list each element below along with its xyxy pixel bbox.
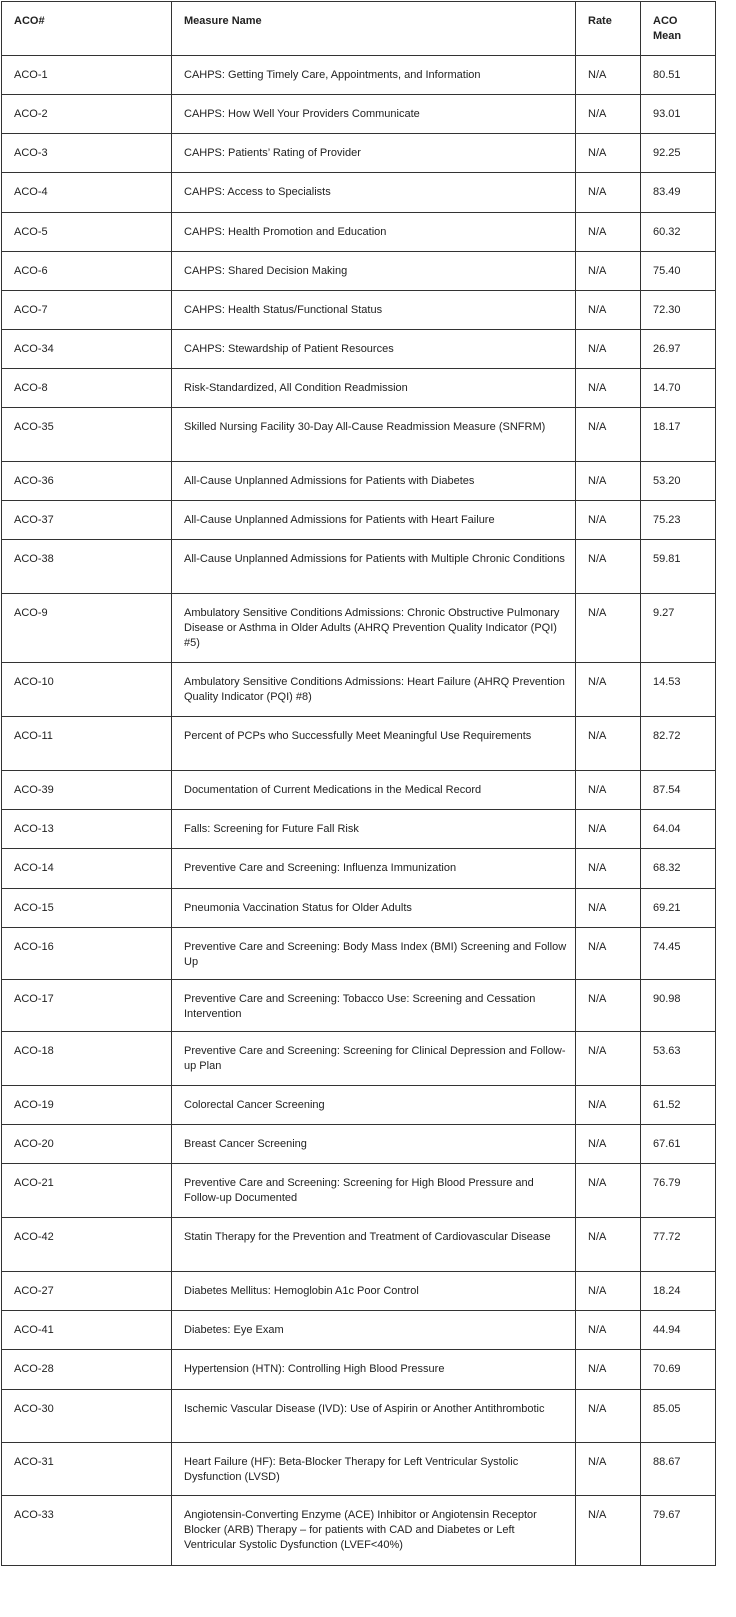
rate-cell: N/A xyxy=(576,889,641,928)
measure-name-cell: Falls: Screening for Future Fall Risk xyxy=(172,810,576,849)
table-row xyxy=(2,1086,716,1125)
aco-mean-cell: 60.32 xyxy=(641,213,716,252)
rate-cell: N/A xyxy=(576,1443,641,1496)
table-row xyxy=(2,1390,716,1443)
measure-name-cell: Skilled Nursing Facility 30-Day All-Cause Readmission Measure (SNFRM) xyxy=(172,408,576,462)
measure-name-cell: All-Cause Unplanned Admissions for Patients with Diabetes xyxy=(172,462,576,501)
table-row xyxy=(2,95,716,134)
rate-cell: N/A xyxy=(576,1164,641,1218)
rate-cell: N/A xyxy=(576,980,641,1032)
aco-number-cell: ACO-11 xyxy=(2,717,172,771)
table-row xyxy=(2,1125,716,1164)
aco-number-cell: ACO-9 xyxy=(2,594,172,663)
rate-cell: N/A xyxy=(576,717,641,771)
rate-cell: N/A xyxy=(576,1350,641,1390)
table-row xyxy=(2,889,716,928)
aco-number-cell: ACO-20 xyxy=(2,1125,172,1164)
rate-cell: N/A xyxy=(576,1032,641,1086)
rate-cell: N/A xyxy=(576,810,641,849)
table-row xyxy=(2,252,716,291)
rate-cell: N/A xyxy=(576,213,641,252)
rate-cell: N/A xyxy=(576,501,641,540)
measure-name-cell: Ambulatory Sensitive Conditions Admissions: Chronic Obstructive Pulmonary Disease or Asthma in Older Adults (AHRQ Prevention Quality Indicator (PQI) #5) xyxy=(172,594,576,663)
table-row xyxy=(2,1272,716,1311)
aco-mean-cell: 79.67 xyxy=(641,1496,716,1566)
table-row xyxy=(2,501,716,540)
rate-cell: N/A xyxy=(576,56,641,95)
aco-number-cell: ACO-18 xyxy=(2,1032,172,1086)
aco-mean-cell: 75.40 xyxy=(641,252,716,291)
rate-cell: N/A xyxy=(576,252,641,291)
measure-name-cell: Angiotensin-Converting Enzyme (ACE) Inhibitor or Angiotensin Receptor Blocker (ARB) Therapy – for patients with CAD and Diabetes or Left Ventricular Systolic Dysfunction (LVEF<40%) xyxy=(172,1496,576,1566)
aco-mean-cell: 83.49 xyxy=(641,173,716,213)
aco-mean-cell: 77.72 xyxy=(641,1218,716,1272)
measure-name-cell: Diabetes: Eye Exam xyxy=(172,1311,576,1350)
aco-number-cell: ACO-14 xyxy=(2,849,172,889)
measure-name-cell: Preventive Care and Screening: Influenza Immunization xyxy=(172,849,576,889)
table-row xyxy=(2,1311,716,1350)
rate-cell: N/A xyxy=(576,369,641,408)
aco-mean-cell: 82.72 xyxy=(641,717,716,771)
measure-name-cell: Risk-Standardized, All Condition Readmission xyxy=(172,369,576,408)
header-rate: Rate xyxy=(576,2,641,56)
rate-cell: N/A xyxy=(576,134,641,173)
table-row xyxy=(2,594,716,663)
rate-cell: N/A xyxy=(576,1496,641,1566)
aco-mean-cell: 68.32 xyxy=(641,849,716,889)
aco-mean-cell: 70.69 xyxy=(641,1350,716,1390)
measure-name-cell: Ambulatory Sensitive Conditions Admissions: Heart Failure (AHRQ Prevention Quality Indicator (PQI) #8) xyxy=(172,663,576,717)
table-row xyxy=(2,717,716,771)
table-row xyxy=(2,213,716,252)
rate-cell: N/A xyxy=(576,594,641,663)
aco-mean-cell: 18.24 xyxy=(641,1272,716,1311)
measure-name-cell: Colorectal Cancer Screening xyxy=(172,1086,576,1125)
aco-number-cell: ACO-16 xyxy=(2,928,172,980)
measure-name-cell: Statin Therapy for the Prevention and Treatment of Cardiovascular Disease xyxy=(172,1218,576,1272)
measure-name-cell: Preventive Care and Screening: Body Mass Index (BMI) Screening and Follow Up xyxy=(172,928,576,980)
measure-name-cell: Documentation of Current Medications in the Medical Record xyxy=(172,771,576,810)
table-row xyxy=(2,980,716,1032)
measure-name-cell: Preventive Care and Screening: Screening for High Blood Pressure and Follow-up Documented xyxy=(172,1164,576,1218)
measure-name-cell: CAHPS: Health Promotion and Education xyxy=(172,213,576,252)
aco-mean-cell: 74.45 xyxy=(641,928,716,980)
aco-mean-cell: 93.01 xyxy=(641,95,716,134)
aco-number-cell: ACO-27 xyxy=(2,1272,172,1311)
aco-mean-cell: 18.17 xyxy=(641,408,716,462)
rate-cell: N/A xyxy=(576,928,641,980)
measure-name-cell: Hypertension (HTN): Controlling High Blood Pressure xyxy=(172,1350,576,1390)
rate-cell: N/A xyxy=(576,1272,641,1311)
rate-cell: N/A xyxy=(576,1086,641,1125)
rate-cell: N/A xyxy=(576,95,641,134)
measure-name-cell: All-Cause Unplanned Admissions for Patients with Multiple Chronic Conditions xyxy=(172,540,576,594)
measure-name-cell: CAHPS: Health Status/Functional Status xyxy=(172,291,576,330)
aco-mean-cell: 53.20 xyxy=(641,462,716,501)
aco-number-cell: ACO-17 xyxy=(2,980,172,1032)
measure-name-cell: Preventive Care and Screening: Screening for Clinical Depression and Follow-up Plan xyxy=(172,1032,576,1086)
measure-name-cell: Preventive Care and Screening: Tobacco Use: Screening and Cessation Intervention xyxy=(172,980,576,1032)
table-row xyxy=(2,1496,716,1566)
aco-mean-cell: 14.53 xyxy=(641,663,716,717)
aco-mean-cell: 69.21 xyxy=(641,889,716,928)
aco-mean-cell: 59.81 xyxy=(641,540,716,594)
aco-mean-cell: 61.52 xyxy=(641,1086,716,1125)
measure-name-cell: CAHPS: Access to Specialists xyxy=(172,173,576,213)
table-header-row xyxy=(2,2,716,56)
aco-mean-cell: 92.25 xyxy=(641,134,716,173)
rate-cell: N/A xyxy=(576,771,641,810)
rate-cell: N/A xyxy=(576,291,641,330)
aco-mean-cell: 80.51 xyxy=(641,56,716,95)
aco-number-cell: ACO-5 xyxy=(2,213,172,252)
aco-mean-cell: 26.97 xyxy=(641,330,716,369)
measure-name-cell: CAHPS: How Well Your Providers Communicate xyxy=(172,95,576,134)
table-row xyxy=(2,1443,716,1496)
aco-mean-cell: 67.61 xyxy=(641,1125,716,1164)
aco-mean-cell: 14.70 xyxy=(641,369,716,408)
measure-name-cell: CAHPS: Patients’ Rating of Provider xyxy=(172,134,576,173)
measure-name-cell: Pneumonia Vaccination Status for Older Adults xyxy=(172,889,576,928)
aco-number-cell: ACO-1 xyxy=(2,56,172,95)
aco-number-cell: ACO-41 xyxy=(2,1311,172,1350)
aco-mean-cell: 88.67 xyxy=(641,1443,716,1496)
aco-mean-cell: 76.79 xyxy=(641,1164,716,1218)
aco-number-cell: ACO-34 xyxy=(2,330,172,369)
table-row xyxy=(2,56,716,95)
aco-measures-table xyxy=(1,1,716,1566)
table-row xyxy=(2,1164,716,1218)
table-row xyxy=(2,663,716,717)
measure-name-cell: CAHPS: Getting Timely Care, Appointments, and Information xyxy=(172,56,576,95)
aco-number-cell: ACO-28 xyxy=(2,1350,172,1390)
aco-mean-cell: 72.30 xyxy=(641,291,716,330)
measure-name-cell: All-Cause Unplanned Admissions for Patients with Heart Failure xyxy=(172,501,576,540)
aco-mean-cell: 9.27 xyxy=(641,594,716,663)
aco-number-cell: ACO-38 xyxy=(2,540,172,594)
table-row xyxy=(2,291,716,330)
aco-number-cell: ACO-6 xyxy=(2,252,172,291)
measure-name-cell: Diabetes Mellitus: Hemoglobin A1c Poor Control xyxy=(172,1272,576,1311)
measure-name-cell: Breast Cancer Screening xyxy=(172,1125,576,1164)
aco-mean-cell: 85.05 xyxy=(641,1390,716,1443)
table-row xyxy=(2,330,716,369)
aco-number-cell: ACO-37 xyxy=(2,501,172,540)
aco-mean-cell: 44.94 xyxy=(641,1311,716,1350)
measure-name-cell: Percent of PCPs who Successfully Meet Meaningful Use Requirements xyxy=(172,717,576,771)
rate-cell: N/A xyxy=(576,663,641,717)
aco-number-cell: ACO-19 xyxy=(2,1086,172,1125)
measure-name-cell: Ischemic Vascular Disease (IVD): Use of Aspirin or Another Antithrombotic xyxy=(172,1390,576,1443)
aco-number-cell: ACO-30 xyxy=(2,1390,172,1443)
table-row xyxy=(2,810,716,849)
table-row xyxy=(2,928,716,980)
aco-mean-cell: 53.63 xyxy=(641,1032,716,1086)
measure-name-cell: Heart Failure (HF): Beta-Blocker Therapy for Left Ventricular Systolic Dysfunction (LVSD) xyxy=(172,1443,576,1496)
table-row xyxy=(2,369,716,408)
header-aco-mean: ACO Mean xyxy=(641,2,716,56)
rate-cell: N/A xyxy=(576,849,641,889)
aco-number-cell: ACO-2 xyxy=(2,95,172,134)
rate-cell: N/A xyxy=(576,1125,641,1164)
aco-number-cell: ACO-35 xyxy=(2,408,172,462)
aco-mean-cell: 64.04 xyxy=(641,810,716,849)
table-row xyxy=(2,173,716,213)
table-row xyxy=(2,771,716,810)
aco-number-cell: ACO-31 xyxy=(2,1443,172,1496)
aco-number-cell: ACO-10 xyxy=(2,663,172,717)
measure-name-cell: CAHPS: Stewardship of Patient Resources xyxy=(172,330,576,369)
table-row xyxy=(2,408,716,462)
aco-number-cell: ACO-3 xyxy=(2,134,172,173)
aco-mean-cell: 75.23 xyxy=(641,501,716,540)
rate-cell: N/A xyxy=(576,330,641,369)
rate-cell: N/A xyxy=(576,1311,641,1350)
rate-cell: N/A xyxy=(576,173,641,213)
aco-number-cell: ACO-36 xyxy=(2,462,172,501)
aco-number-cell: ACO-7 xyxy=(2,291,172,330)
header-measure-name: Measure Name xyxy=(172,2,576,56)
aco-number-cell: ACO-15 xyxy=(2,889,172,928)
table-row xyxy=(2,540,716,594)
aco-number-cell: ACO-33 xyxy=(2,1496,172,1566)
rate-cell: N/A xyxy=(576,408,641,462)
aco-number-cell: ACO-8 xyxy=(2,369,172,408)
aco-mean-cell: 90.98 xyxy=(641,980,716,1032)
table-row xyxy=(2,1350,716,1390)
header-aco-number: ACO# xyxy=(2,2,172,56)
aco-number-cell: ACO-21 xyxy=(2,1164,172,1218)
aco-number-cell: ACO-42 xyxy=(2,1218,172,1272)
measure-name-cell: CAHPS: Shared Decision Making xyxy=(172,252,576,291)
rate-cell: N/A xyxy=(576,1218,641,1272)
rate-cell: N/A xyxy=(576,462,641,501)
table-row xyxy=(2,1218,716,1272)
rate-cell: N/A xyxy=(576,540,641,594)
table-row xyxy=(2,1032,716,1086)
table-row xyxy=(2,462,716,501)
table-row xyxy=(2,849,716,889)
aco-number-cell: ACO-4 xyxy=(2,173,172,213)
table-row xyxy=(2,134,716,173)
aco-number-cell: ACO-39 xyxy=(2,771,172,810)
rate-cell: N/A xyxy=(576,1390,641,1443)
aco-mean-cell: 87.54 xyxy=(641,771,716,810)
aco-number-cell: ACO-13 xyxy=(2,810,172,849)
